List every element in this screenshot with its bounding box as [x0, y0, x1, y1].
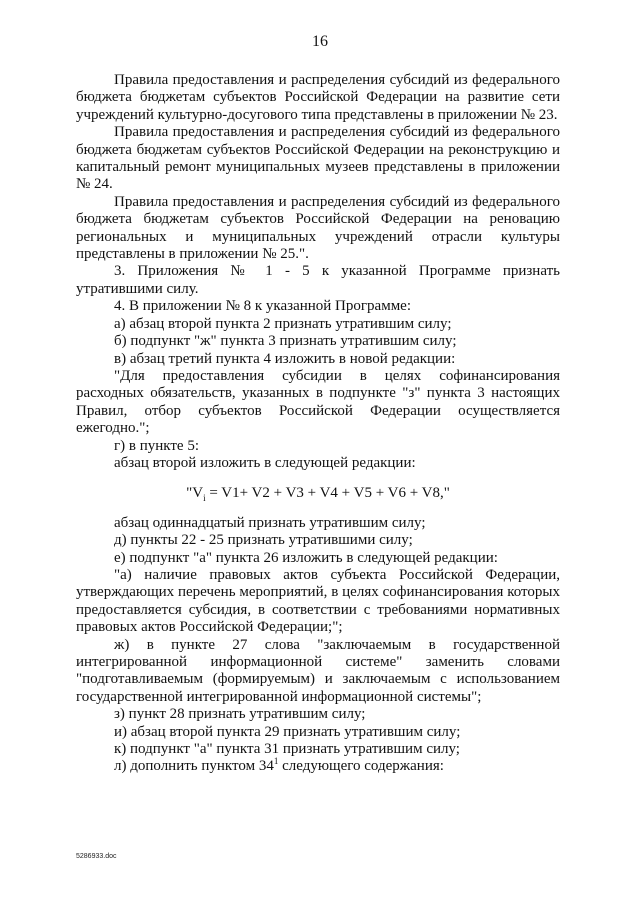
paragraph: д) пункты 22 - 25 признать утратившими силу;: [114, 532, 413, 549]
paragraph: е) подпункт "а" пункта 26 изложить в следующей редакции:: [114, 549, 498, 566]
formula-rest: = V1+ V2 + V3 + V4 + V5 + V6 + V8,": [205, 485, 450, 502]
paragraph: к) подпункт "а" пункта 31 признать утратившим силу;: [114, 741, 460, 758]
paragraph: Правила предоставления и распределения субсидий из федерального бюджета бюджетам субъектов Российской Федерации на развитие сети учреждений культурно-досугового типа представлены в приложении № 23.: [76, 72, 560, 123]
formula: [76, 485, 560, 502]
formula-subscript: i: [203, 493, 206, 504]
paragraph: б) подпункт "ж" пункта 3 признать утратившим силу;: [114, 333, 457, 350]
paragraph: абзац второй изложить в следующей редакции:: [114, 454, 416, 471]
paragraph: и) абзац второй пункта 29 признать утратившим силу;: [114, 723, 461, 740]
paragraph: абзац одиннадцатый признать утратившим силу;: [114, 514, 426, 531]
paragraph: г) в пункте 5:: [114, 437, 200, 454]
paragraph: Правила предоставления и распределения субсидий из федерального бюджета бюджетам субъектов Российской Федерации на реконструкцию и капитальный ремонт муниципальных музеев представлены в приложении № 24.: [76, 124, 560, 193]
page-number: 16: [312, 33, 328, 50]
document-filename: 5286933.doc: [76, 853, 117, 860]
paragraph: 3. Приложения № 1 - 5 к указанной Программе признать утратившими силу.: [76, 263, 560, 297]
paragraph: а) абзац второй пункта 2 признать утратившим силу;: [114, 315, 452, 332]
paragraph: Правила предоставления и распределения субсидий из федерального бюджета бюджетам субъектов Российской Федерации на реновацию региональных и муниципальных учреждений отрасли культуры представлены в приложении № 25.".: [76, 193, 560, 263]
formula-open: "V: [186, 485, 204, 502]
paragraph: [76, 758, 560, 775]
paragraph: з) пункт 28 признать утратившим силу;: [114, 706, 366, 723]
paragraph: "Для предоставления субсидии в целях софинансирования расходных обязательств, указанных в подпункте "з" пункта 3 настоящих Правил, отбор субъектов Российской Федерации осуществляется ежегодно.";: [76, 367, 560, 437]
paragraph: в) абзац третий пункта 4 изложить в новой редакции:: [114, 350, 456, 367]
paragraph: 4. В приложении № 8 к указанной Программе:: [114, 298, 412, 315]
last-line-text: л) дополнить пунктом 34: [114, 758, 274, 775]
last-line-text-end: следующего содержания:: [278, 758, 444, 775]
paragraph: "а) наличие правовых актов субъекта Российской Федерации, утверждающих перечень мероприятий, в целях софинансирования которых предоставляется субсидия, в соответствии с требованиями нормативных правовых актов Российской Федерации;";: [76, 566, 560, 636]
paragraph: ж) в пункте 27 слова "заключаемым в государственной интегрированной информационной системе" заменить словами "подготавливаемым (формируемым) и заключаемым с использованием государственной интегрированной информационной системы";: [76, 636, 560, 705]
document-body: [76, 72, 560, 776]
superscript: 1: [273, 756, 279, 767]
